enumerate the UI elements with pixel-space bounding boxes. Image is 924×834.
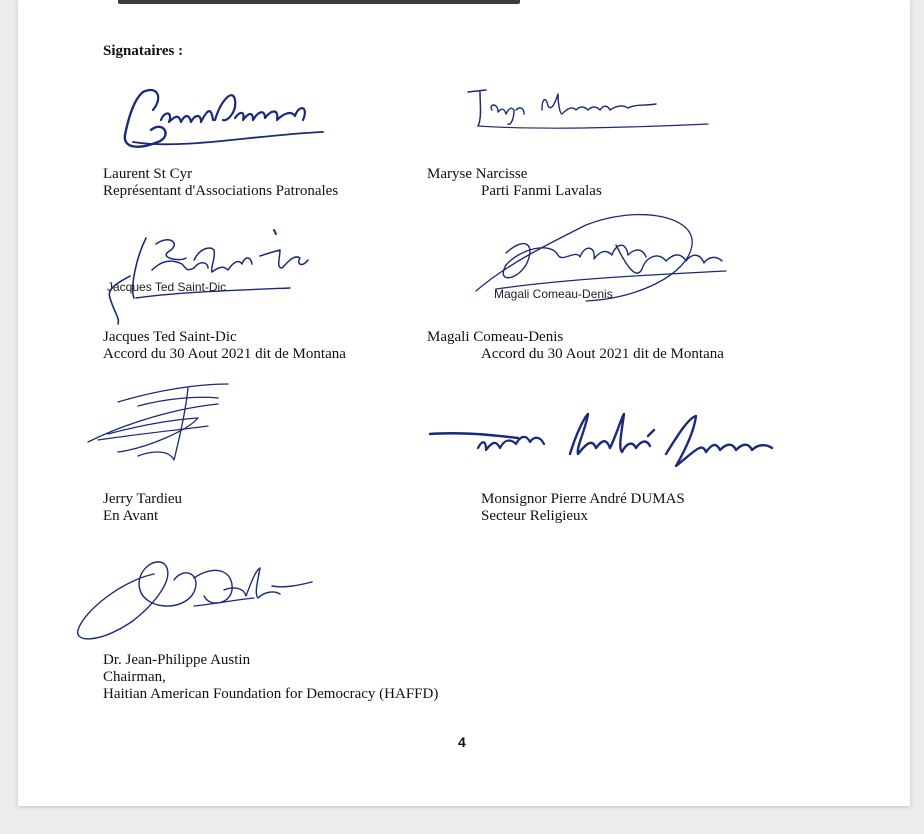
signatory-name: Magali Comeau-Denis xyxy=(427,329,564,345)
signatory-name: Dr. Jean-Philippe Austin xyxy=(103,652,251,668)
signature-pierre-andre-dumas xyxy=(426,408,786,478)
signature-jean-philippe-austin xyxy=(74,550,314,650)
signatory-block-2 xyxy=(427,166,602,200)
signatory-org: Haitian American Foundation for Democracy (HAFFD) xyxy=(103,686,439,702)
signature-laurent-st-cyr xyxy=(103,80,343,160)
signatory-block-6 xyxy=(481,491,685,525)
signatory-block-3 xyxy=(103,329,346,363)
signatory-name: Jacques Ted Saint-Dic xyxy=(103,329,237,345)
signatory-block-4 xyxy=(427,329,724,363)
previous-line-fragment xyxy=(118,0,520,4)
signatory-role: Représentant d'Associations Patronales xyxy=(103,183,339,199)
signatory-role: En Avant xyxy=(103,508,159,524)
signature-maryse-narcisse xyxy=(458,80,718,140)
signatory-block-7 xyxy=(103,652,438,703)
stamp-magali-comeau-denis: Magali Comeau-Denis xyxy=(494,287,613,301)
signatory-title: Chairman, xyxy=(103,669,166,685)
signatory-name: Maryse Narcisse xyxy=(427,166,528,182)
signatory-role: Accord du 30 Aout 2021 dit de Montana xyxy=(103,346,346,362)
signatory-name: Laurent St Cyr xyxy=(103,166,193,182)
signatory-role: Accord du 30 Aout 2021 dit de Montana xyxy=(481,346,724,362)
signatory-role: Parti Fanmi Lavalas xyxy=(481,183,602,199)
signatory-name: Jerry Tardieu xyxy=(103,491,183,507)
signature-jacques-ted-saint-dic xyxy=(90,228,320,328)
signatory-block-5 xyxy=(103,491,182,525)
page-number: 4 xyxy=(458,734,466,750)
signatories-heading: Signataires : xyxy=(103,43,184,59)
signature-jerry-tardieu xyxy=(78,378,248,470)
stamp-jacques-ted-saint-dic: Jacques Ted Saint-Dic xyxy=(107,280,227,294)
document-page xyxy=(18,0,910,806)
signatory-name: Monsignor Pierre André DUMAS xyxy=(481,491,685,507)
signatory-block-1 xyxy=(103,166,338,200)
signatory-role: Secteur Religieux xyxy=(481,508,589,524)
